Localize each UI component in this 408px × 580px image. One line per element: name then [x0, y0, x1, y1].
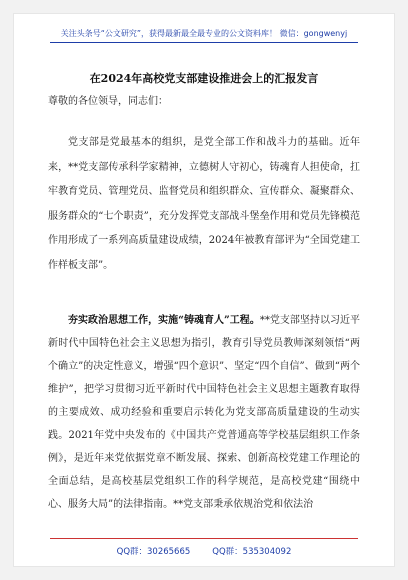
- document-page: [14, 14, 394, 566]
- salutation: 尊敬的各位领导，同志们：: [48, 96, 168, 107]
- paragraph-2: [48, 309, 360, 516]
- footer-qq-group-1: QQ群：30265665: [116, 547, 191, 557]
- header-note: 关注头条号“公文研究”，获得最新最全最专业的公文资料库！ 微信：gongwenyj: [60, 29, 348, 38]
- footer: [14, 545, 394, 557]
- paragraph-2-lead: 夯实政治思想工作，实施“铸魂育人”工程。: [68, 315, 260, 326]
- document-title: 在2024年高校党支部建设推进会上的汇报发言: [89, 72, 319, 85]
- header-divider: [50, 42, 358, 43]
- paragraph-2-body: **党支部坚持以习近平新时代中国特色社会主义思想为指引，教育引导党员教师深刻领悟“两个确立”的决定性意义，增强“四个意识”、坚定“四个自信”、做到“两个维护”，把学习贯彻习近平新时代中国特色社会主义思想主题教育取得的主要成效、成功经验和重要启示转化为党支部高质量建设的生动实践。2021年党中央发布的《中国共产党普通高等学校基层组织工作条例》，是近年来党依据党章不断发展、探索、创新高校党建工作理论的全面总结，是高校基层党组织工作的科学规范，是高校党建“围绕中心、服务大局”的法律指南。**党支部秉承依规治党和依法治: [48, 315, 360, 510]
- paragraph-1-body: 党支部是党最基本的组织，是党全部工作和战斗力的基础。近年来，**党支部传承科学家精神，立德树人守初心，铸魂育人担使命，扛牢教育党员、管理党员、监督党员和组织群众、宣传群众、凝聚群众、服务群众的“七个职责”，充分发挥党支部战斗堡垒作用和党员先锋模范作用形成了一系列高质量建设成绩，2024年被教育部评为“全国党建工作样板支部”。: [48, 137, 360, 271]
- paragraph-1: [48, 131, 360, 278]
- footer-divider: [50, 538, 358, 539]
- footer-qq-group-2: QQ群：535304092: [212, 547, 292, 557]
